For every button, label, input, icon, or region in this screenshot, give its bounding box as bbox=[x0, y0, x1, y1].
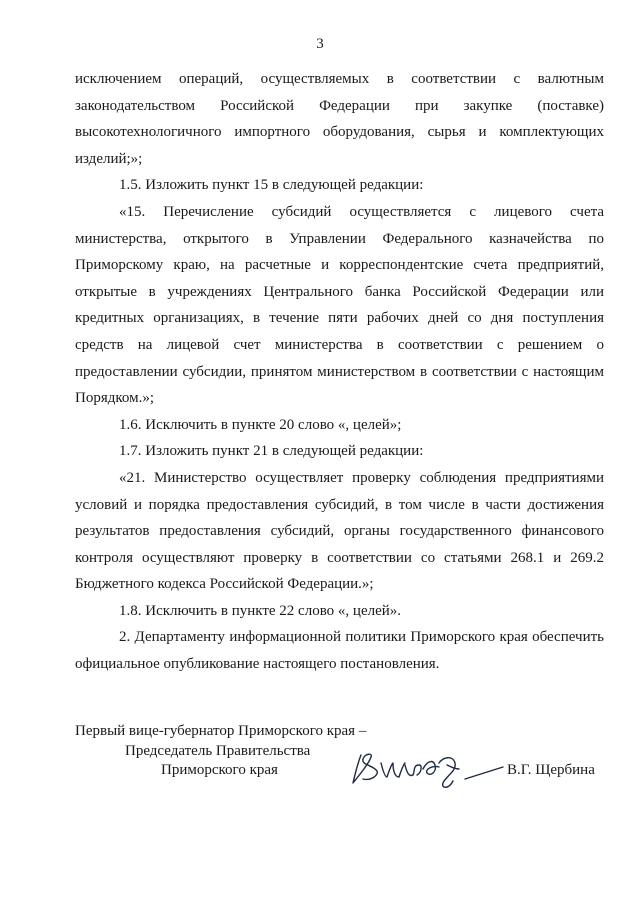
paragraph: 1.8. Исключить в пункте 22 слово «, целей». bbox=[119, 602, 402, 619]
paragraph: исключением операций, осуществляемых в соответствии с валютным законодательством Российской Федерации при закупке (поставке) высокотехнологичного импортного оборудования, сырья и комплектующих изделий;»; bbox=[75, 71, 604, 167]
signatory-position-line-1: Первый вице-губернатор Приморского края – bbox=[75, 723, 367, 739]
signatory-position-line-2: Председатель Правительства bbox=[125, 743, 311, 759]
paragraph: «21. Министерство осуществляет проверку соблюдения предприятиями условий и порядка предоставления субсидий, в том числе в части достижения результатов предоставления субсидий, органы государственного финансового контроля осуществляют проверку в соответствии со статьями 268.1 и 269.2 Бюджетного кодекса Российской Федерации.»; bbox=[75, 469, 604, 593]
signature-block bbox=[75, 723, 605, 793]
paragraph: 2. Департаменту информационной политики Приморского края обеспечить официальное опубликование настоящего постановления. bbox=[75, 629, 604, 673]
signatory-position-line-3: Приморского края bbox=[161, 762, 278, 778]
paragraph: 1.6. Исключить в пункте 20 слово «, целей»; bbox=[119, 416, 402, 433]
paragraph: «15. Перечисление субсидий осуществляется с лицевого счета министерства, открытого в Управлении Федерального казначейства по Приморскому краю, на расчетные и корреспондентские счета предприятий, открытые в учреждениях Центрального банка Российской Федерации или кредитных организациях, в течение пяти рабочих дней со дня поступления средств на лицевой счет министерства в соответствии с решением о предоставлении субсидии, принятом министерством в соответствии с настоящим Порядком.»; bbox=[75, 203, 604, 407]
page-number: 3 bbox=[316, 36, 324, 52]
document-body bbox=[75, 66, 604, 678]
paragraph: 1.7. Изложить пункт 21 в следующей редакции: bbox=[119, 443, 424, 460]
paragraph: 1.5. Изложить пункт 15 в следующей редакции: bbox=[119, 177, 424, 194]
handwritten-signature bbox=[347, 743, 507, 793]
signatory-name: В.Г. Щербина bbox=[507, 762, 595, 778]
